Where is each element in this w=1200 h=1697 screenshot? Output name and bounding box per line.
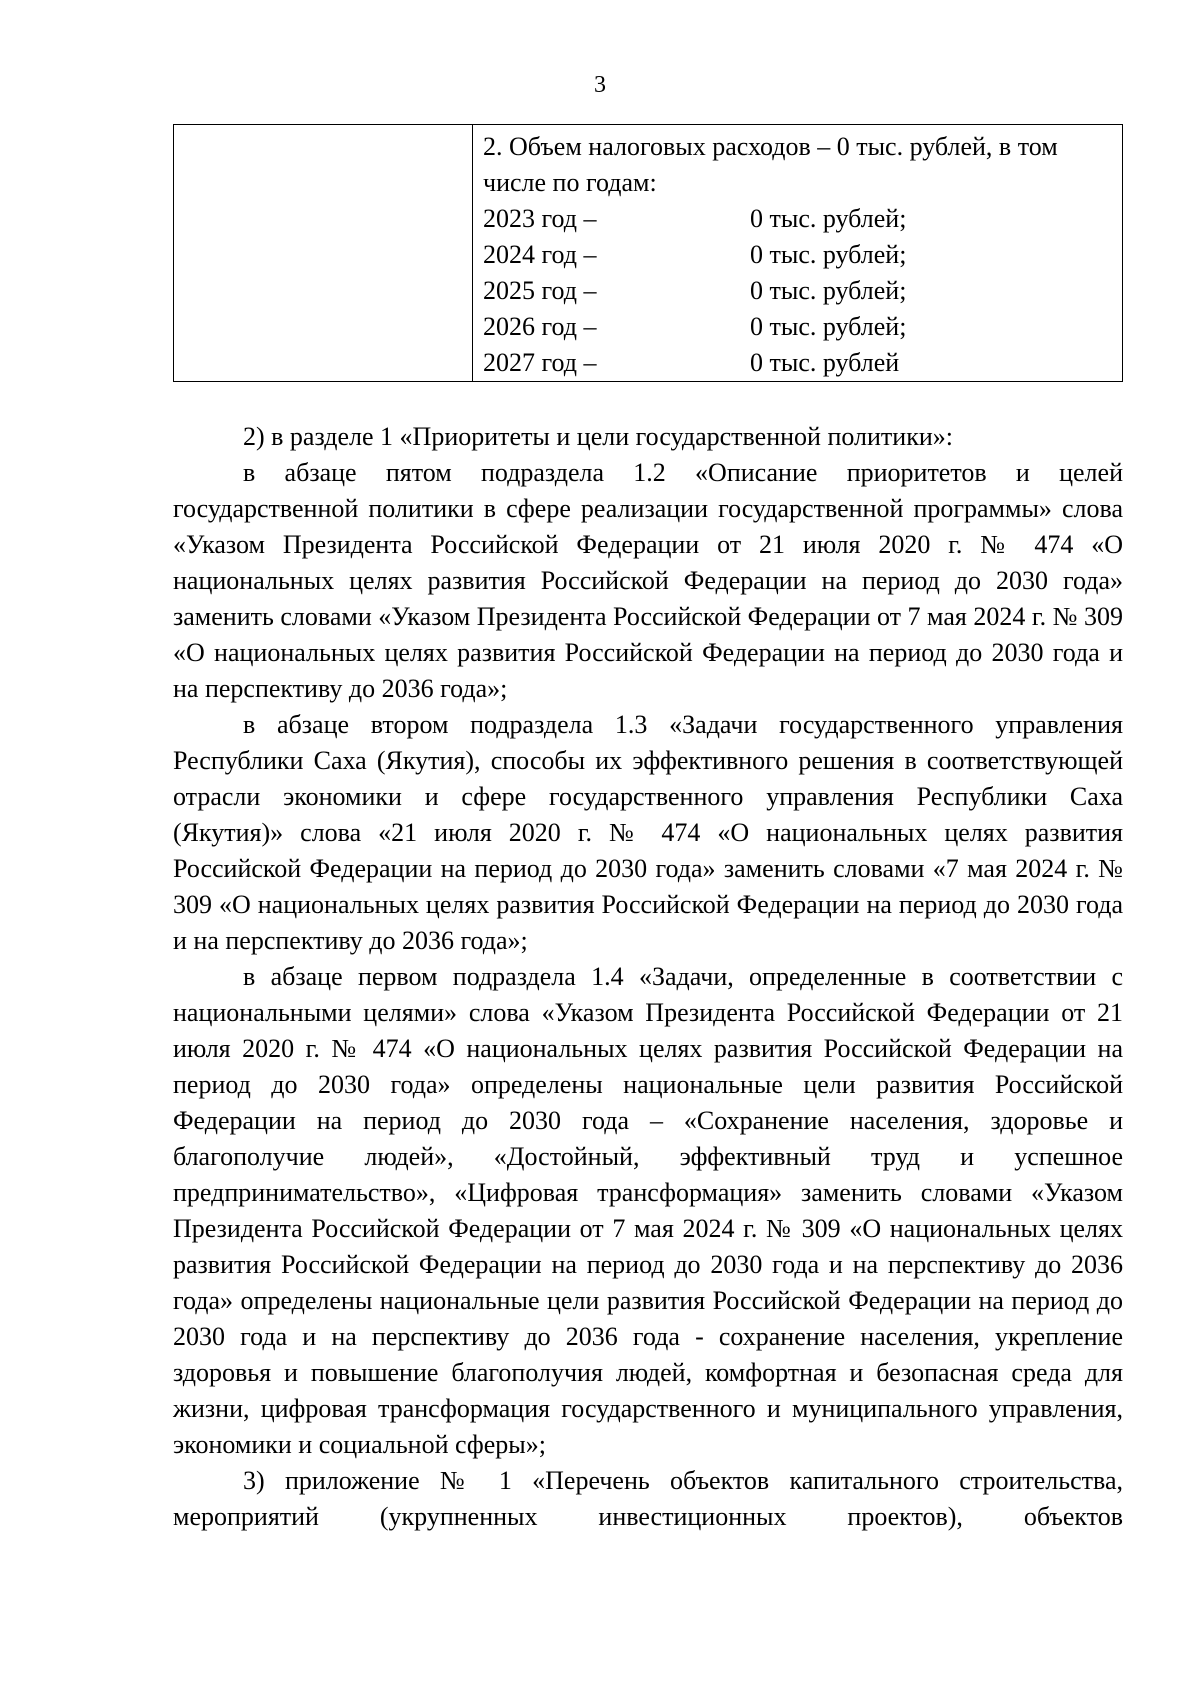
year-label: 2026 год – bbox=[483, 312, 597, 341]
body-text bbox=[173, 419, 1123, 1535]
paragraph-subsection-1-4: в абзаце первом подраздела 1.4 «Задачи, определенные в соответствии с национальными целями» слова «Указом Президента Российской Федерации от 21 июля 2020 г. № 474 «О национальных целях развития Российской Федерации на период до 2030 года» определены национальные цели развития Российской Федерации на период до 2030 года – «Сохранение населения, здоровье и благополучие людей», «Достойный, эффективный труд и успешное предпринимательство», «Цифровая трансформация» заменить словами «Указом Президента Российской Федерации от 7 мая 2024 г. № 309 «О национальных целях развития Российской Федерации на период до 2030 года и на перспективу до 2036 года» определены национальные цели развития Российской Федерации на период до 2030 года и на перспективу до 2036 года - сохранение населения, укрепление здоровья и повышение благополучия людей, комфортная и безопасная среда для жизни, цифровая трансформация государственного и муниципального управления, экономики и социальной сферы»; bbox=[173, 962, 1123, 1459]
year-row bbox=[483, 309, 1112, 345]
year-row bbox=[483, 345, 1112, 381]
tax-expenditure-heading: 2. Объем налоговых расходов – 0 тыс. рублей, в том числе по годам: bbox=[483, 132, 1058, 197]
year-value: 0 тыс. рублей; bbox=[750, 240, 907, 269]
table-left-cell bbox=[174, 125, 473, 382]
year-row bbox=[483, 273, 1112, 309]
year-row bbox=[483, 201, 1112, 237]
year-value: 0 тыс. рублей bbox=[750, 348, 900, 377]
page-number: 3 bbox=[594, 72, 606, 98]
paragraph-subsection-1-3: в абзаце втором подраздела 1.3 «Задачи государственного управления Республики Саха (Якутия), способы их эффективного решения в соответствующей отрасли экономики и сфере государственного управления Республики Саха (Якутия)» слова «21 июля 2020 г. № 474 «О национальных целях развития Российской Федерации на период до 2030 года» заменить словами «7 мая 2024 г. № 309 «О национальных целях развития Российской Федерации на период до 2030 года и на перспективу до 2036 года»; bbox=[173, 710, 1123, 955]
tax-expenditure-table bbox=[173, 124, 1123, 382]
year-value: 0 тыс. рублей; bbox=[750, 204, 907, 233]
table-row bbox=[174, 125, 1123, 382]
year-label: 2027 год – bbox=[483, 348, 597, 377]
paragraph-section-1: 2) в разделе 1 «Приоритеты и цели государственной политики»: bbox=[243, 422, 953, 451]
year-label: 2024 год – bbox=[483, 240, 597, 269]
year-label: 2025 год – bbox=[483, 276, 597, 305]
year-row bbox=[483, 237, 1112, 273]
year-value: 0 тыс. рублей; bbox=[750, 312, 907, 341]
year-label: 2023 год – bbox=[483, 204, 597, 233]
year-value: 0 тыс. рублей; bbox=[750, 276, 907, 305]
paragraph-subsection-1-2: в абзаце пятом подраздела 1.2 «Описание приоритетов и целей государственной политики в сфере реализации государственной программы» слова «Указом Президента Российской Федерации от 21 июля 2020 г. № 474 «О национальных целях развития Российской Федерации на период до 2030 года» заменить словами «Указом Президента Российской Федерации от 7 мая 2024 г. № 309 «О национальных целях развития Российской Федерации на период до 2030 года и на перспективу до 2036 года»; bbox=[173, 458, 1123, 703]
table-right-cell bbox=[473, 125, 1123, 382]
paragraph-appendix-1: 3) приложение № 1 «Перечень объектов капитального строительства, мероприятий (укрупненных инвестиционных проектов), объектов bbox=[173, 1466, 1123, 1531]
